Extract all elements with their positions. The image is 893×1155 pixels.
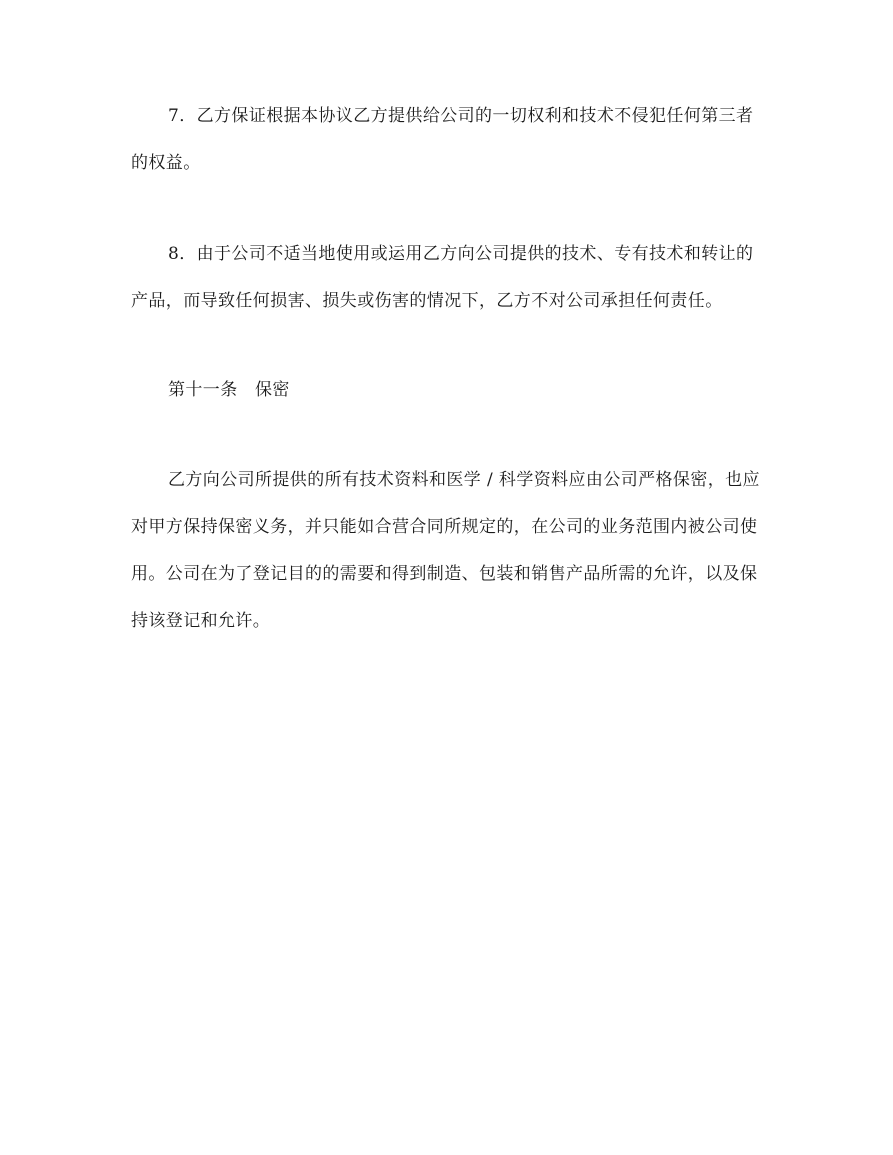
clause-7-line-1: 7．乙方保证根据本协议乙方提供给公司的一切权利和技术不侵犯任何第三者 — [168, 106, 754, 126]
article-11-line-1: 乙方向公司所提供的所有技术资料和医学 / 科学资料应由公司严格保密，也应 — [168, 470, 760, 490]
clause-7-paragraph — [131, 93, 761, 187]
article-11-line-4: 持该登记和允许。 — [131, 611, 271, 631]
clause-7-line-2: 的权益。 — [131, 153, 201, 173]
clause-8-line-2: 产品，而导致任何损害、损失或伤害的情况下，乙方不对公司承担任何责任。 — [131, 291, 723, 311]
article-11-heading: 第十一条 保密 — [168, 380, 290, 400]
article-11-paragraph — [131, 457, 761, 645]
clause-8-line-1: 8．由于公司不适当地使用或运用乙方向公司提供的技术、专有技术和转让的 — [168, 244, 754, 264]
clause-8-paragraph — [131, 231, 761, 325]
article-11-line-3: 用。公司在为了登记目的的需要和得到制造、包装和销售产品所需的允许，以及保 — [131, 564, 758, 584]
article-11-line-2: 对甲方保持保密义务，并只能如合营合同所规定的，在公司的业务范围内被公司使 — [131, 517, 758, 537]
